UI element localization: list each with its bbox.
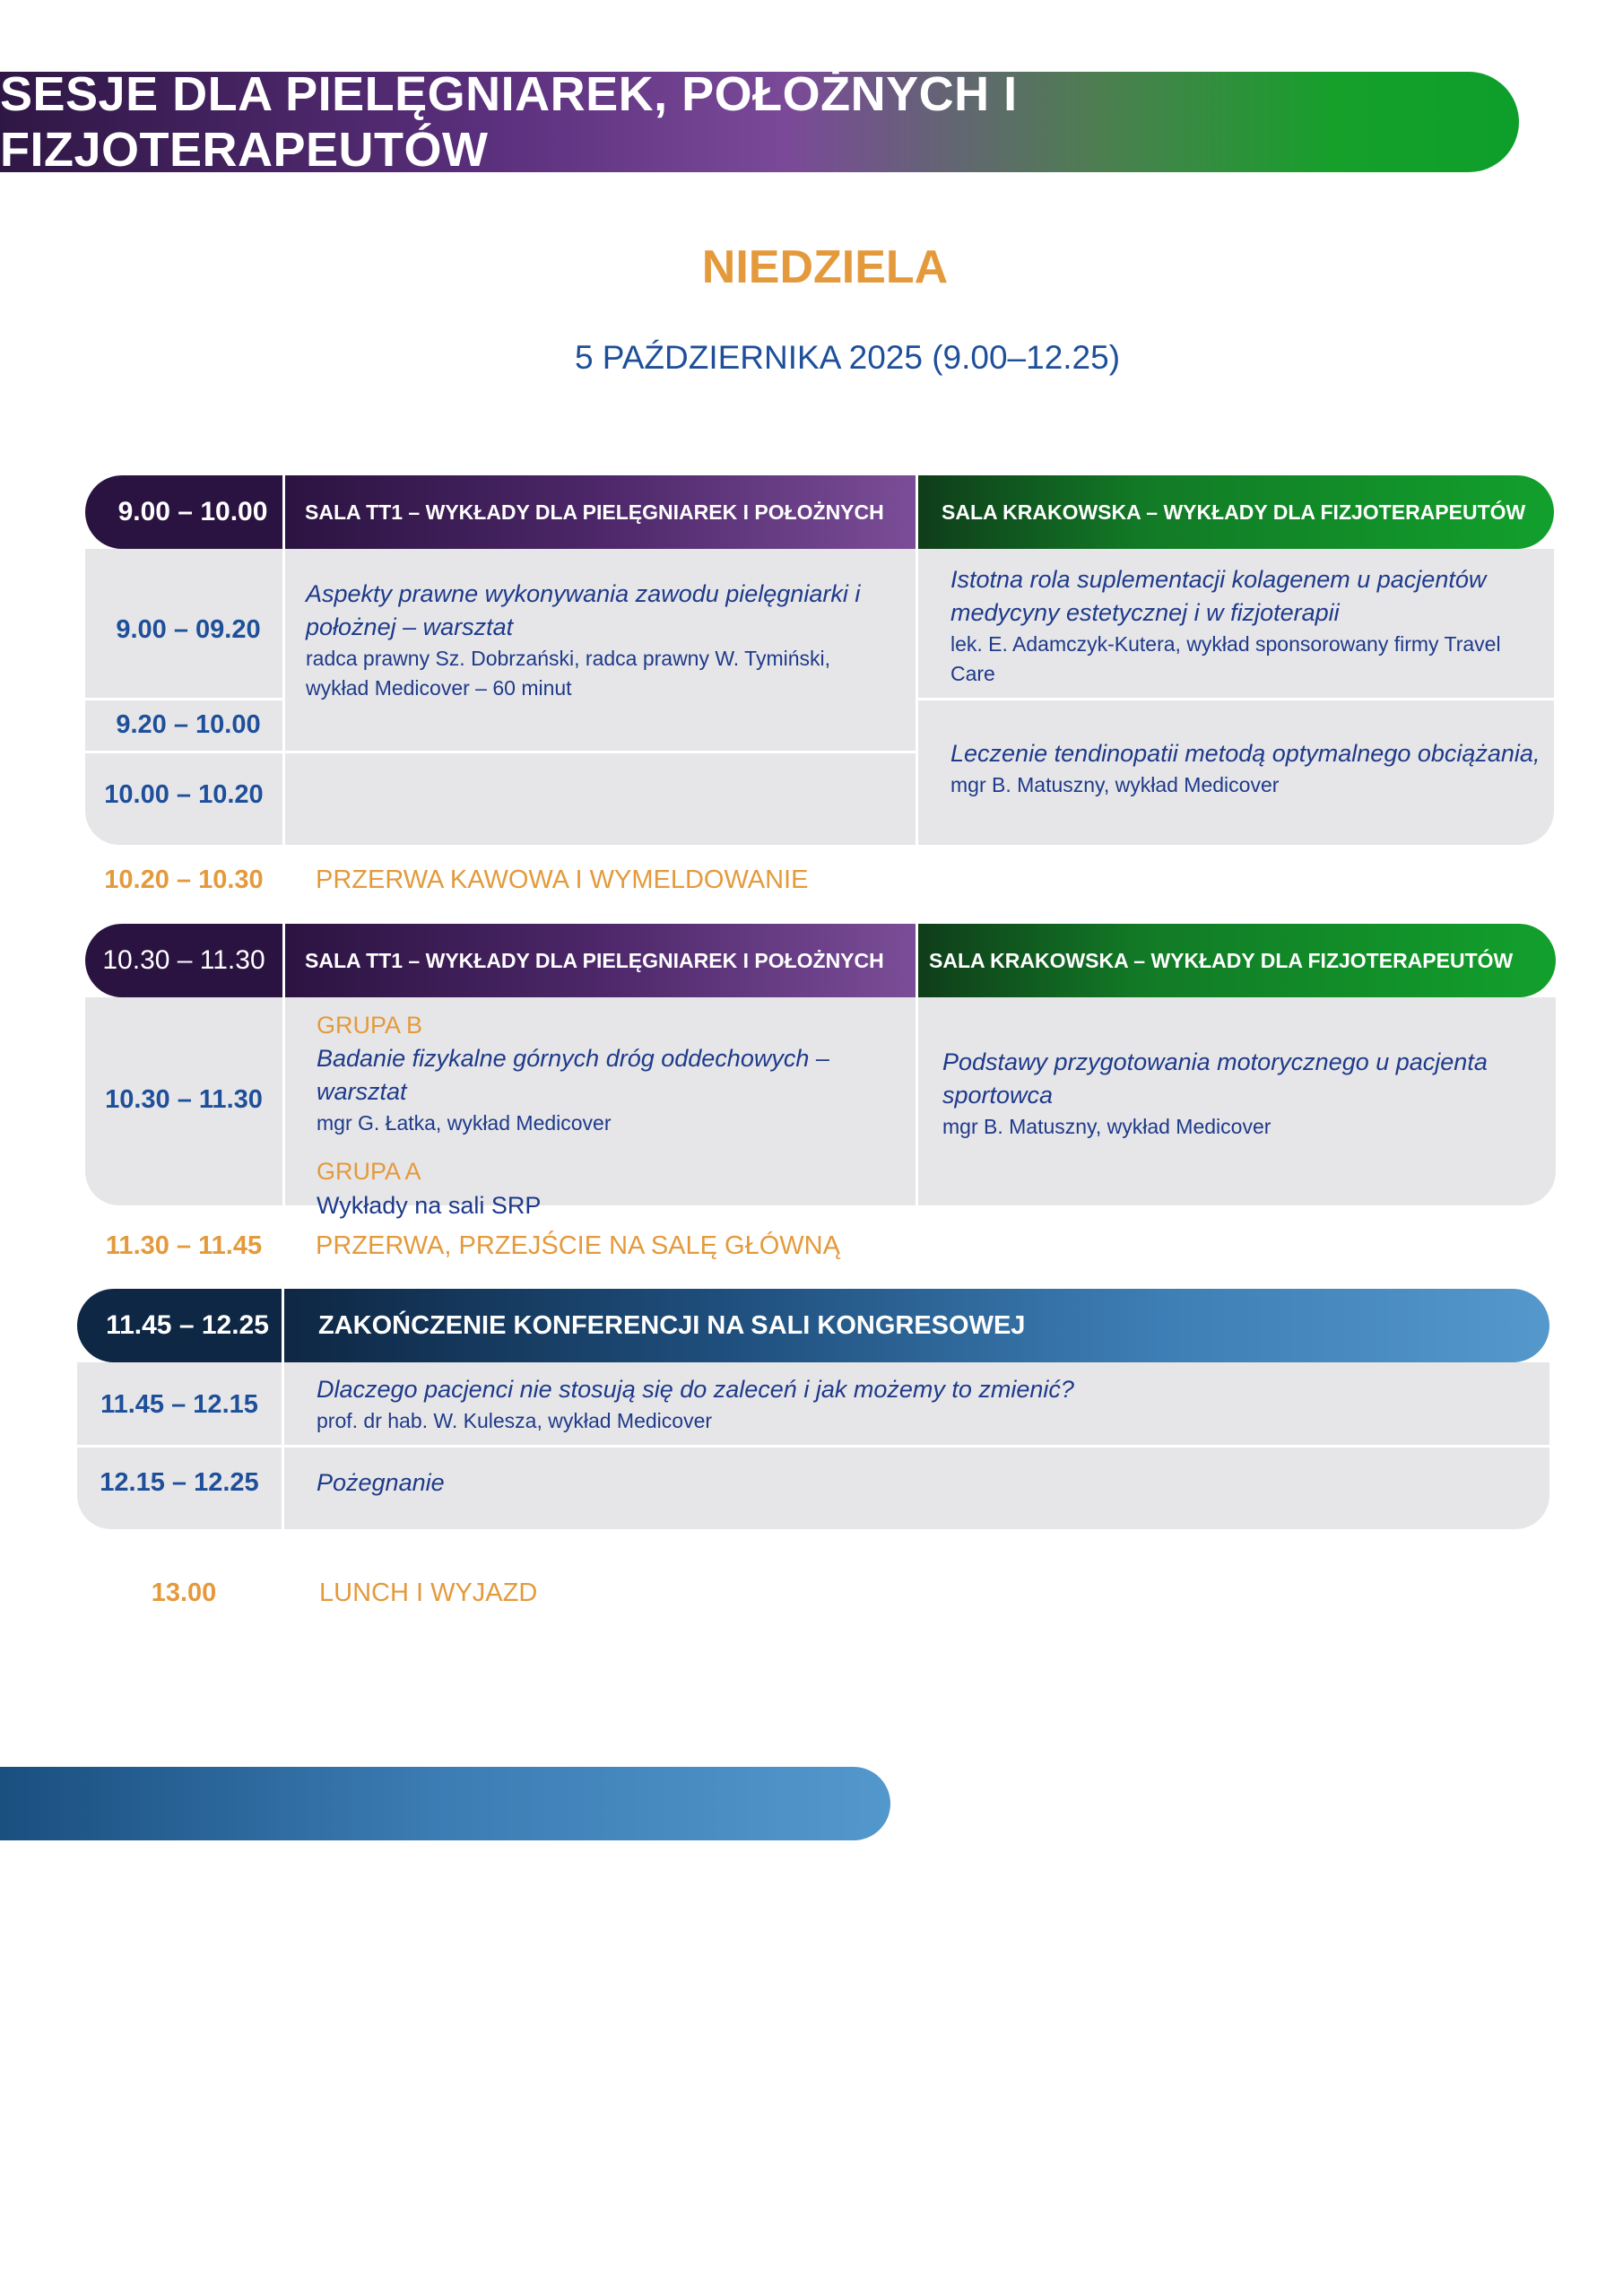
session-body-3 [77, 1362, 1549, 1529]
day-title: NIEDZIELA [701, 241, 949, 293]
divider [918, 698, 1554, 700]
lecture-title: Aspekty prawne wykonywania zawodu pielęgniarki i położnej – warsztat [306, 580, 861, 640]
session-body-1 [85, 549, 1554, 845]
slot-time: 10.30 – 11.30 [105, 1085, 263, 1114]
divider [282, 549, 285, 845]
end-time: 13.00 [151, 1578, 217, 1607]
header-time-cell [85, 924, 282, 997]
header-room-left [285, 475, 916, 549]
lecture-title: Podstawy przygotowania motorycznego u pacjenta sportowca [942, 1048, 1488, 1109]
break-time: 10.20 – 10.30 [104, 865, 264, 894]
lecture-right-bottom [950, 737, 1542, 800]
banner-title: SESJE DLA PIELĘGNIAREK, POŁOŻNYCH I FIZJOTERAPEUTÓW [0, 67, 1018, 177]
break-time: 11.30 – 11.45 [105, 1231, 263, 1260]
group-label: GRUPA A [317, 1158, 421, 1185]
header-time-cell [77, 1289, 282, 1362]
header-room-right [918, 924, 1556, 997]
lecture-right [942, 1046, 1516, 1142]
slot-time: 11.45 – 12.15 [100, 1390, 258, 1419]
divider [916, 549, 918, 845]
lecture-left [306, 578, 889, 703]
group-note: Wykłady na sali SRP [317, 1192, 542, 1219]
divider [916, 997, 918, 1205]
date-line: 5 PAŹDZIERNIKA 2025 (9.00–12.25) [574, 339, 1121, 376]
end-label: LUNCH I WYJAZD [319, 1578, 538, 1607]
page-banner [0, 67, 1519, 177]
lecture-speakers: mgr G. Łatka, wykład Medicover [317, 1111, 612, 1135]
session-body-2 [85, 997, 1556, 1219]
lecture-title: Leczenie tendinopatii metodą optymalnego obciążania, [950, 740, 1541, 767]
room-left-label: SALA TT1 – WYKŁADY DLA PIELĘGNIAREK I POŁOŻNYCH [305, 500, 884, 524]
room-left-label: SALA TT1 – WYKŁADY DLA PIELĘGNIAREK I POŁOŻNYCH [305, 948, 884, 972]
session-header-1 [85, 475, 1554, 549]
slot-time: 9.20 – 10.00 [116, 710, 261, 739]
lecture-speakers: mgr B. Matuszny, wykład Medicover [942, 1115, 1271, 1138]
header-room-right [918, 475, 1554, 549]
slot-time: 12.15 – 12.25 [100, 1468, 259, 1497]
lecture-speakers: mgr B. Matuszny, wykład Medicover [950, 773, 1280, 796]
lecture-title: Dlaczego pacjenci nie stosują się do zaleceń i jak możemy to zmienić? [317, 1376, 1074, 1403]
lecture-closing [317, 1373, 1482, 1436]
divider [85, 751, 916, 753]
decorative-bar [0, 1767, 890, 1840]
room-right-label: SALA KRAKOWSKA – WYKŁADY DLA FIZJOTERAPEUTÓW [942, 500, 1526, 524]
room-right-label: SALA KRAKOWSKA – WYKŁADY DLA FIZJOTERAPEUTÓW [929, 948, 1514, 972]
group-label: GRUPA B [317, 1012, 423, 1039]
lecture-left [317, 1008, 908, 1222]
lecture-speakers: lek. E. Adamczyk-Kutera, wykład sponsorowany firmy Travel Care [950, 632, 1501, 685]
header-time: 11.45 – 12.25 [106, 1310, 269, 1340]
divider [77, 1445, 1549, 1448]
header-time-cell [85, 475, 282, 549]
slot-time: 10.00 – 10.20 [104, 780, 264, 809]
break-label: PRZERWA KAWOWA I WYMELDOWANIE [316, 865, 809, 894]
slot-time: 9.00 – 09.20 [116, 615, 261, 644]
header-closing [284, 1289, 1549, 1362]
lecture-title: Pożegnanie [317, 1469, 445, 1496]
lecture-speakers: radca prawny Sz. Dobrzański, radca prawny W. Tymiński, wykład Medicover – 60 minut [306, 647, 831, 700]
session-header-3 [77, 1289, 1549, 1362]
header-time: 10.30 – 11.30 [102, 945, 265, 975]
session-header-2 [85, 924, 1556, 997]
lecture-right-top [950, 563, 1524, 689]
lecture-speakers: prof. dr hab. W. Kulesza, wykład Medicover [317, 1409, 713, 1432]
header-time: 9.00 – 10.00 [117, 497, 268, 526]
lecture-title: Badanie fizykalne górnych dróg oddechowych – warsztat [317, 1045, 829, 1105]
break-label: PRZERWA, PRZEJŚCIE NA SALĘ GŁÓWNĄ [316, 1231, 840, 1260]
header-room-left [285, 924, 916, 997]
closing-label: ZAKOŃCZENIE KONFERENCJI NA SALI KONGRESOWEJ [318, 1310, 1026, 1340]
divider [85, 698, 282, 700]
lecture-title: Istotna rola suplementacji kolagenem u pacjentów medycyny estetycznej i w fizjoterapii [950, 566, 1487, 626]
divider [282, 997, 285, 1205]
